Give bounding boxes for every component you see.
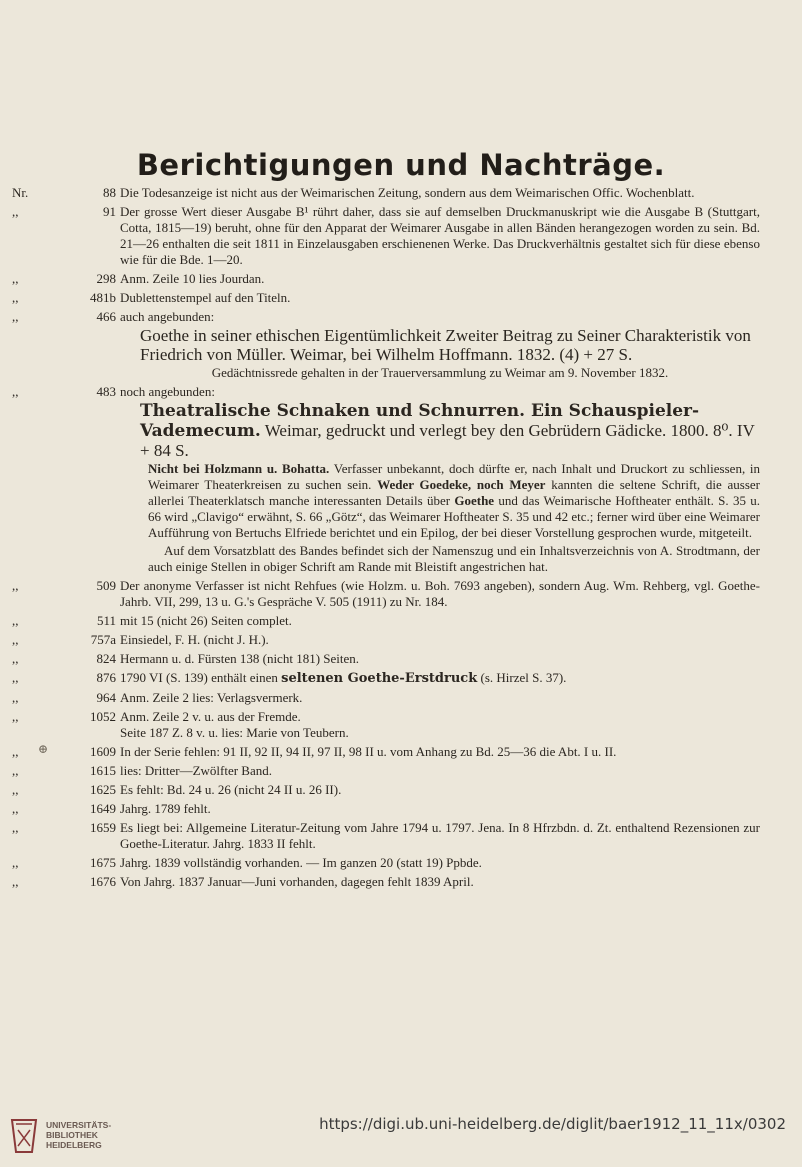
library-logo[interactable] — [8, 1116, 128, 1156]
margin-mark: ⊕ — [38, 742, 49, 756]
entry-prefix: ,, — [12, 763, 19, 778]
entry-prefix: ,, — [12, 651, 19, 666]
entry-number: 511 — [96, 613, 116, 628]
footer — [0, 1108, 802, 1167]
list-item — [12, 578, 760, 610]
entry-prefix: ,, — [12, 744, 19, 759]
entry-text: Es liegt bei: Allgemeine Literatur-Zeitung vom Jahre 1794 u. 1797. Jena. In 8 Hfrzbdn. d. Zt. enthaltend Rezensionen zur Goethe-Literatur. Jahrg. 1833 II fehlt. — [120, 820, 760, 851]
entry-number: 1649 — [90, 801, 116, 816]
entry-text: Von Jahrg. 1837 Januar—Juni vorhanden, dagegen fehlt 1839 April. — [120, 874, 474, 889]
entry-text: lies: Dritter—Zwölfter Band. — [120, 763, 272, 778]
entry-prefix: ,, — [12, 874, 19, 889]
entry-prefix: ,, — [12, 578, 19, 593]
logo-line: BIBLIOTHEK — [46, 1130, 98, 1140]
source-url[interactable]: https://digi.ub.uni-heidelberg.de/diglit/baer1912_11_11x/0302 — [319, 1115, 786, 1133]
entry-text-bold: seltenen Goethe-Erstdruck — [281, 671, 478, 686]
note-bold: Weder Goedeke, noch Meyer — [377, 477, 546, 492]
book-note: Gedächtnissrede gehalten in der Trauerversammlung zu Weimar am 9. November 1832. — [211, 365, 669, 380]
book-note: Auf dem Vorsatzblatt des Bandes befindet sich der Namenszug und ein Inhaltsverzeichnis von A. Strodtmann, der auch einige Stellen in obiger Schrift am Rande mit Bleistift angestrichen hat. — [148, 543, 760, 574]
entry-text: Dublettenstempel auf den Titeln. — [120, 290, 291, 305]
entry-number: 1676 — [90, 874, 116, 889]
list-item — [12, 632, 760, 648]
entry-number: 757a — [90, 632, 116, 647]
entry-prefix: ,, — [12, 820, 19, 835]
note-text: kannten die seltene Schrift, die ausser allerlei Theaterklatsch manche interessanten Details über — [148, 477, 761, 508]
note-text: Verfasser unbekannt, doch dürfte er, nach Inhalt und Druckort zu schliessen, in Weimarer Theaterkreisen zu suchen sein. — [148, 461, 760, 492]
entry-prefix: ,, — [12, 801, 19, 816]
entry-number: 466 — [96, 309, 116, 324]
entry-text: In der Serie fehlen: 91 II, 92 II, 94 II, 97 II, 98 II u. vom Anhang zu Bd. 25—36 die Abt. I u. II. — [120, 744, 617, 759]
entry-text-line2: Seite 187 Z. 8 v. u. lies: Marie von Teubern. — [120, 725, 349, 740]
entry-text: Anm. Zeile 2 lies: Verlagsvermerk. — [120, 690, 303, 705]
list-item — [12, 709, 760, 741]
list-item — [12, 290, 760, 306]
list-item — [12, 690, 760, 706]
entry-text-part: 1790 VI (S. 139) enthält einen — [120, 670, 278, 685]
entry-text: auch angebunden: — [120, 309, 215, 324]
book-title-rest: Weimar, gedruckt und verlegt bey den Gebrüdern Gädicke. 1800. 8⁰. IV + 84 S. — [140, 421, 755, 460]
library-name — [46, 1120, 111, 1150]
entry-text: Anm. Zeile 2 v. u. aus der Fremde. — [120, 709, 301, 724]
note-bold: Nicht bei Holzmann u. Bohatta. — [148, 461, 330, 476]
entry-number: 483 — [96, 384, 116, 399]
entry-prefix: ,, — [12, 855, 19, 870]
list-item — [12, 782, 760, 798]
entry-prefix: Nr. — [12, 185, 29, 200]
entry-prefix: ,, — [12, 670, 19, 685]
list-item — [12, 613, 760, 629]
list-item — [12, 271, 760, 287]
list-item — [12, 855, 760, 871]
entry-number: 1609 — [90, 744, 116, 759]
corrections-list — [12, 185, 761, 893]
entry-text: Jahrg. 1789 fehlt. — [120, 801, 211, 816]
entry-prefix: ,, — [12, 613, 19, 628]
entry-number: 481b — [90, 290, 116, 305]
list-item — [12, 801, 760, 817]
entry-text: Der grosse Wert dieser Ausgabe B¹ rührt daher, dass sie auf demselben Druckmanuskript wie die Ausgabe B (Stuttgart, Cotta, 1815—19) beruht, ohne für den Apparat der Weimarer Ausgabe in allen Bänden herangezogen worden zu sein. Bd. 21—26 enthalten die seit 1811 in Einzelausgaben erschienenen Werke. Das Druckverhältnis gestaltet sich für diese ebenso wie für die Bde. 1—20. — [120, 204, 760, 267]
entry-text: Es fehlt: Bd. 24 u. 26 (nicht 24 II u. 26 II). — [120, 782, 342, 797]
entry-text: Einsiedel, F. H. (nicht J. H.). — [120, 632, 269, 647]
list-item — [12, 651, 760, 667]
list-item — [12, 309, 760, 381]
entry-number: 1675 — [90, 855, 116, 870]
library-seal-icon — [8, 1116, 40, 1156]
entry-text: noch angebunden: — [120, 384, 215, 399]
entry-number: 876 — [96, 670, 116, 685]
entry-prefix: ,, — [12, 782, 19, 797]
list-item — [12, 820, 760, 852]
entry-number: 1615 — [90, 763, 116, 778]
entry-number: 1625 — [90, 782, 116, 797]
entry-number: 824 — [96, 651, 116, 666]
entry-text: Die Todesanzeige ist nicht aus der Weimarischen Zeitung, sondern aus dem Weimarischen Offic. Wochenblatt. — [120, 185, 695, 200]
entry-number: 1659 — [90, 820, 116, 835]
list-item — [12, 384, 761, 575]
entry-prefix: ,, — [12, 204, 19, 219]
entry-text: Anm. Zeile 10 lies Jourdan. — [120, 271, 265, 286]
book-title: Goethe in seiner ethischen Eigentümlichkeit Zweiter Beitrag zu Seiner Charakteristik von Friedrich von Müller. Weimar, bei Wilhelm Hoffmann. 1832. (4) + 27 S. — [140, 326, 751, 364]
list-item — [12, 874, 760, 890]
list-item — [12, 204, 760, 268]
entry-number: 1052 — [90, 709, 116, 724]
logo-line: UNIVERSITÄTS- — [46, 1120, 112, 1130]
entry-prefix: ,, — [12, 632, 19, 647]
entry-text: Hermann u. d. Fürsten 138 (nicht 181) Seiten. — [120, 651, 360, 666]
entry-number: 298 — [96, 271, 116, 286]
entry-text — [120, 670, 760, 687]
entry-text: Der anonyme Verfasser ist nicht Rehfues (wie Holzm. u. Boh. 7693 angeben), sondern Aug. Wm. Rehberg, vgl. Goethe-Jahrb. VII, 299, 13 u. G.'s Gespräche V. 505 (1911) zu Nr. 184. — [120, 578, 760, 609]
entry-text: Jahrg. 1839 vollständig vorhanden. — Im ganzen 20 (statt 19) Ppbde. — [120, 855, 482, 870]
entry-prefix: ,, — [12, 309, 19, 324]
entry-text-part: (s. Hirzel S. 37). — [480, 670, 567, 685]
book-title-bold: Theatralische Schnaken und Schnurren. Ein Schauspieler-Vademecum. — [140, 401, 700, 441]
list-item — [12, 185, 760, 201]
page-title: Berichtigungen und Nachträge. — [136, 148, 666, 182]
book-title — [140, 401, 760, 460]
entry-number: 509 — [96, 578, 116, 593]
entry-prefix: ,, — [12, 384, 19, 399]
entry-prefix: ,, — [12, 690, 19, 705]
entry-prefix: ,, — [12, 271, 19, 286]
entry-number: 91 — [103, 204, 116, 219]
book-note — [148, 461, 760, 541]
entry-text: mit 15 (nicht 26) Seiten complet. — [120, 613, 292, 628]
list-item — [12, 670, 760, 687]
entry-number: 964 — [96, 690, 116, 705]
list-item — [12, 763, 760, 779]
entry-prefix: ,, — [12, 290, 19, 305]
logo-line: HEIDELBERG — [46, 1140, 102, 1150]
note-text: und das Weimarische Hoftheater enthält. S. 35 u. 66 wird „Clavigo“ erwähnt, S. 66 „Götz“, das Weimarer Hoftheater S. 35 und 42 etc.; ferner wird über eine Weimarer Aufführung von Bertuchs Elfriede berichtet und ein Epilog, der bei dieser Vorstellung gesprochen wurde, mitgeteilt. — [148, 493, 761, 540]
list-item — [12, 744, 760, 760]
entry-prefix: ,, — [12, 709, 19, 724]
note-bold: Goethe — [454, 493, 495, 508]
entry-number: 88 — [103, 185, 116, 200]
